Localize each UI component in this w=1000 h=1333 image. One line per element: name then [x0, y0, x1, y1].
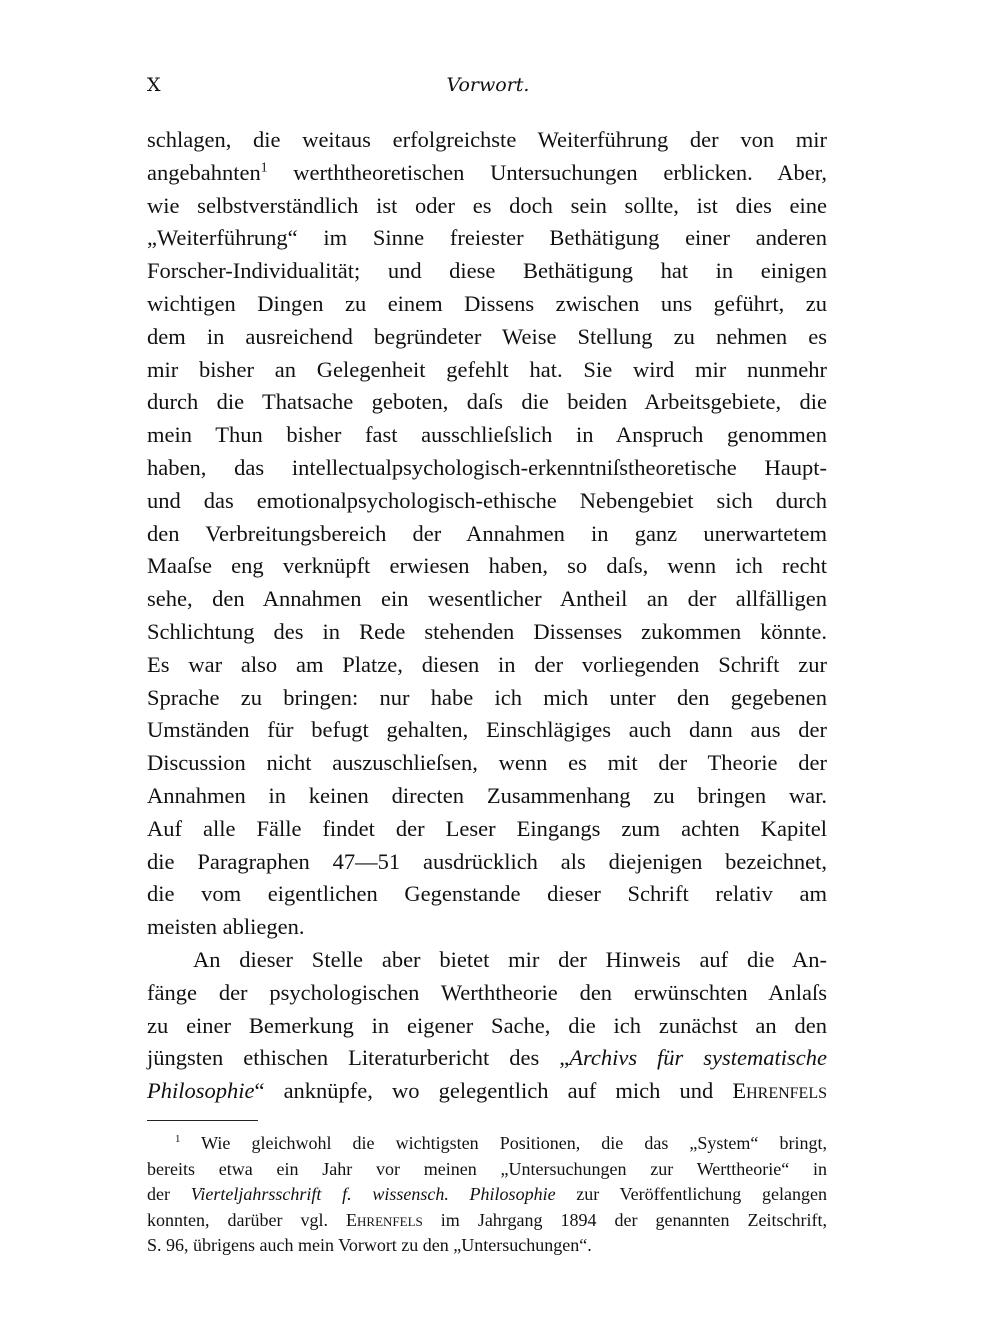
body-line	[147, 255, 827, 288]
italic-text: Archivs für systematische	[569, 1045, 827, 1071]
body-line	[147, 846, 827, 879]
body-line	[147, 1010, 827, 1043]
body-line	[147, 682, 827, 715]
text-segment: mein Thun bisher fast ausschlieſslich in Anspruch genommen	[147, 422, 827, 448]
text-segment: durch die Thatsache geboten, daſs die beiden Arbeitsgebiete, die	[147, 389, 827, 415]
text-segment: Annahmen in keinen directen Zusammenhang zu bringen war.	[147, 782, 827, 808]
text-segment: S. 96, übrigens auch mein Vorwort zu den „Untersuchungen“.	[147, 1235, 592, 1255]
body-line	[147, 747, 827, 780]
footnote-marker: 1	[260, 159, 268, 175]
text-segment: Wie gleichwohl die wichtigsten Positionen, die das „System“ bringt,	[180, 1133, 827, 1153]
text-segment: mir bisher an Gelegenheit gefehlt hat. Sie wird mir nunmehr	[147, 356, 827, 382]
body-line	[147, 1042, 827, 1075]
footnote-marker: 1	[175, 1133, 181, 1145]
running-title: Vorwort.	[446, 74, 530, 96]
text-segment: meisten abliegen.	[147, 914, 305, 940]
text-segment: sehe, den Annahmen ein wesentlicher Antheil an der allfälligen	[147, 586, 827, 612]
body-text	[147, 124, 827, 1108]
text-segment: Schlichtung des in Rede stehenden Dissenses zukommen könnte.	[147, 618, 827, 644]
body-line	[147, 485, 827, 518]
footnote	[147, 1131, 827, 1259]
text-segment: den Verbreitungsbereich der Annahmen in ganz unerwartetem	[147, 520, 827, 546]
footnote-line	[147, 1182, 827, 1208]
body-line	[147, 288, 827, 321]
body-line	[147, 419, 827, 452]
footnote-line	[147, 1233, 827, 1259]
body-line	[147, 583, 827, 616]
text-segment: Umständen für befugt gehalten, Einschlägiges auch dann aus der	[147, 717, 827, 743]
text-segment: konnten, darüber vgl.	[147, 1209, 347, 1230]
text-segment: werththeoretischen Untersuchungen erblicken. Aber,	[267, 159, 827, 185]
body-line	[147, 452, 827, 485]
text-segment: “ anknüpfe, wo gelegentlich auf mich und	[254, 1078, 733, 1104]
text-segment: im Jahrgang 1894 der genannten Zeitschrift,	[422, 1209, 827, 1230]
body-line	[147, 977, 827, 1010]
body-line	[147, 813, 827, 846]
text-segment: fänge der psychologischen Werththeorie den erwünschten Anlaſs	[147, 979, 827, 1005]
body-line	[147, 878, 827, 911]
body-line	[147, 518, 827, 551]
body-line	[147, 714, 827, 747]
text-segment: Discussion nicht auszuschlieſsen, wenn es mit der Theorie der	[147, 750, 827, 776]
italic-text: Philosophie	[147, 1078, 255, 1104]
text-segment: zur Veröffentlichung gelangen	[555, 1184, 828, 1204]
body-line	[147, 616, 827, 649]
text-segment: der	[147, 1184, 191, 1204]
text-segment: angebahnten	[147, 159, 261, 185]
body-line	[147, 190, 827, 223]
body-line	[147, 780, 827, 813]
body-line	[147, 157, 827, 190]
body-line	[147, 911, 827, 944]
text-segment: wichtigen Dingen zu einem Dissens zwischen uns geführt, zu	[147, 290, 827, 316]
body-line	[147, 222, 827, 255]
footnote-line	[147, 1157, 827, 1183]
body-line	[147, 124, 827, 157]
body-line	[147, 944, 827, 977]
text-segment: An dieser Stelle aber bietet mir der Hinweis auf die An-	[193, 946, 827, 972]
body-line	[147, 386, 827, 419]
body-line	[147, 354, 827, 387]
body-line	[147, 649, 827, 682]
footnote-line	[147, 1208, 827, 1234]
text-segment: und das emotionalpsychologisch-ethische Nebengebiet sich durch	[147, 487, 827, 513]
text-segment: jüngsten ethischen Literaturbericht des „	[147, 1045, 570, 1071]
footnote-line	[147, 1131, 827, 1157]
text-segment: bereits etwa ein Jahr vor meinen „Untersuchungen zur Werttheorie“ in	[147, 1158, 827, 1179]
text-segment: schlagen, die weitaus erfolgreichste Weiterführung der von mir	[147, 127, 827, 152]
text-segment: wie selbstverständlich ist oder es doch sein sollte, ist dies eine	[147, 192, 827, 218]
text-segment: dem in ausreichend begründeter Weise Stellung zu nehmen es	[147, 323, 827, 349]
text-segment: zu einer Bemerkung in eigener Sache, die ich zunächst an den	[147, 1012, 827, 1038]
small-caps-name: Ehrenfels	[346, 1209, 423, 1230]
italic-text: Vierteljahrsschrift f. wissensch. Philosophie	[190, 1184, 556, 1204]
text-segment: Auf alle Fälle findet der Leser Eingangs zum achten Kapitel	[147, 815, 827, 841]
page-number: X	[147, 74, 161, 96]
small-caps-name: Ehrenfels	[732, 1078, 827, 1104]
text-segment: „Weiterführung“ im Sinne freiester Bethätigung einer anderen	[147, 225, 827, 251]
body-line	[147, 321, 827, 354]
text-segment: die vom eigentlichen Gegenstande dieser Schrift relativ am	[147, 881, 827, 907]
text-segment: Maaſse eng verknüpft erwiesen haben, so daſs, wenn ich recht	[147, 553, 827, 579]
text-segment: haben, das intellectualpsychologisch-erkenntniſstheoretische Haupt-	[147, 454, 827, 480]
footnote-divider	[147, 1120, 258, 1121]
text-segment: die Paragraphen 47—51 ausdrücklich als diejenigen bezeichnet,	[147, 848, 827, 874]
text-segment: Sprache zu bringen: nur habe ich mich unter den gegebenen	[147, 684, 827, 710]
text-segment: Es war also am Platze, diesen in der vorliegenden Schrift zur	[147, 651, 827, 677]
body-line	[147, 1075, 827, 1108]
body-line	[147, 550, 827, 583]
text-segment: Forscher-Individualität; und diese Bethätigung hat in einigen	[147, 258, 827, 284]
